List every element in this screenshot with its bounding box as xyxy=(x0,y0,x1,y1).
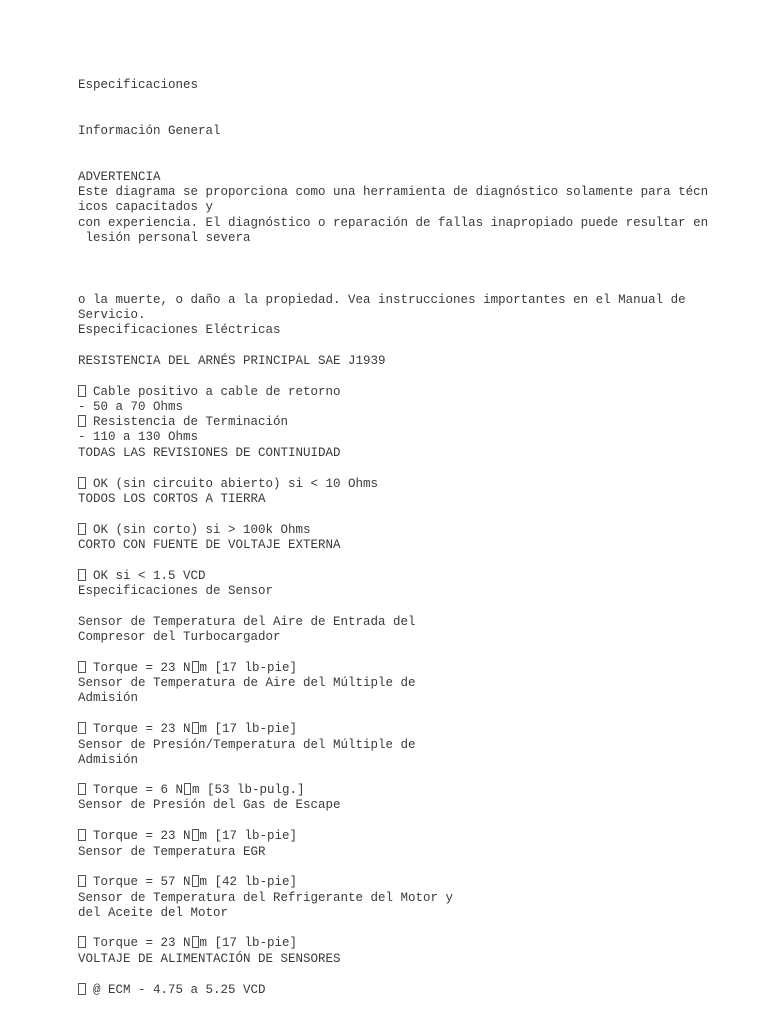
checkbox-icon xyxy=(78,783,86,795)
checkbox-icon xyxy=(78,385,86,397)
checkbox-icon xyxy=(78,983,86,995)
sensor-name: Sensor de Temperatura del Refrigerante del Motor y xyxy=(78,891,454,905)
checkbox-icon xyxy=(78,936,86,948)
spec-item: OK si < 1.5 VCD xyxy=(78,569,206,584)
sensor-name: Admisión xyxy=(78,691,139,705)
sensor-name: Sensor de Temperatura de Aire del Múltiple de xyxy=(78,676,416,690)
missing-glyph-icon xyxy=(184,783,191,795)
section-general-info: Información General xyxy=(78,124,221,138)
warning-line: icos capacitados y xyxy=(78,200,214,214)
warning-line: con experiencia. El diagnóstico o reparación de fallas inapropiado puede resultar en xyxy=(78,216,709,230)
warning-line: o la muerte, o daño a la propiedad. Vea instrucciones importantes en el Manual de xyxy=(78,293,686,307)
spec-item: Cable positivo a cable de retorno xyxy=(78,385,341,400)
missing-glyph-icon xyxy=(192,829,199,841)
warning-line: Servicio. xyxy=(78,308,146,322)
warning-line: lesión personal severa xyxy=(78,231,251,245)
torque-spec: Torque = 23 N m [17 lb-pie] xyxy=(78,661,297,676)
missing-glyph-icon xyxy=(192,936,199,948)
spec-item: Resistencia de Terminación xyxy=(78,415,288,430)
external-voltage-heading: CORTO CON FUENTE DE VOLTAJE EXTERNA xyxy=(78,538,341,552)
spec-item: @ ECM - 4.75 a 5.25 VCD xyxy=(78,983,266,998)
checkbox-icon xyxy=(78,477,86,489)
section-electrical-specs: Especificaciones Eléctricas xyxy=(78,323,281,337)
sensor-name: Sensor de Temperatura del Aire de Entrada del xyxy=(78,615,416,629)
torque-spec: Torque = 23 N m [17 lb-pie] xyxy=(78,722,297,737)
sensor-name: Sensor de Presión/Temperatura del Múltiple de xyxy=(78,738,416,752)
checkbox-icon xyxy=(78,569,86,581)
sensor-supply-voltage-heading: VOLTAJE DE ALIMENTACIÓN DE SENSORES xyxy=(78,952,341,966)
section-sensor-specs: Especificaciones de Sensor xyxy=(78,584,274,598)
checkbox-icon xyxy=(78,722,86,734)
missing-glyph-icon xyxy=(192,722,199,734)
spec-item: OK (sin corto) si > 100k Ohms xyxy=(78,523,311,538)
torque-spec: Torque = 23 N m [17 lb-pie] xyxy=(78,936,297,951)
warning-heading: ADVERTENCIA xyxy=(78,170,161,184)
continuity-heading: TODAS LAS REVISIONES DE CONTINUIDAD xyxy=(78,446,341,460)
spec-value: - 110 a 130 Ohms xyxy=(78,430,199,444)
sensor-name: Compresor del Turbocargador xyxy=(78,630,281,644)
missing-glyph-icon xyxy=(192,875,199,887)
checkbox-icon xyxy=(78,415,86,427)
missing-glyph-icon xyxy=(192,661,199,673)
harness-resistance-heading: RESISTENCIA DEL ARNÉS PRINCIPAL SAE J1939 xyxy=(78,354,386,368)
sensor-name: Sensor de Presión del Gas de Escape xyxy=(78,798,341,812)
page-title: Especificaciones xyxy=(78,78,199,92)
spec-item: OK (sin circuito abierto) si < 10 Ohms xyxy=(78,477,378,492)
warning-line: Este diagrama se proporciona como una herramienta de diagnóstico solamente para técn xyxy=(78,185,709,199)
torque-spec: Torque = 57 N m [42 lb-pie] xyxy=(78,875,297,890)
torque-spec: Torque = 23 N m [17 lb-pie] xyxy=(78,829,297,844)
sensor-name: del Aceite del Motor xyxy=(78,906,229,920)
checkbox-icon xyxy=(78,523,86,535)
checkbox-icon xyxy=(78,829,86,841)
sensor-name: Admisión xyxy=(78,753,139,767)
ground-shorts-heading: TODOS LOS CORTOS A TIERRA xyxy=(78,492,266,506)
torque-spec: Torque = 6 N m [53 lb-pulg.] xyxy=(78,783,305,798)
checkbox-icon xyxy=(78,661,86,673)
sensor-name: Sensor de Temperatura EGR xyxy=(78,845,266,859)
spec-value: - 50 a 70 Ohms xyxy=(78,400,184,414)
checkbox-icon xyxy=(78,875,86,887)
